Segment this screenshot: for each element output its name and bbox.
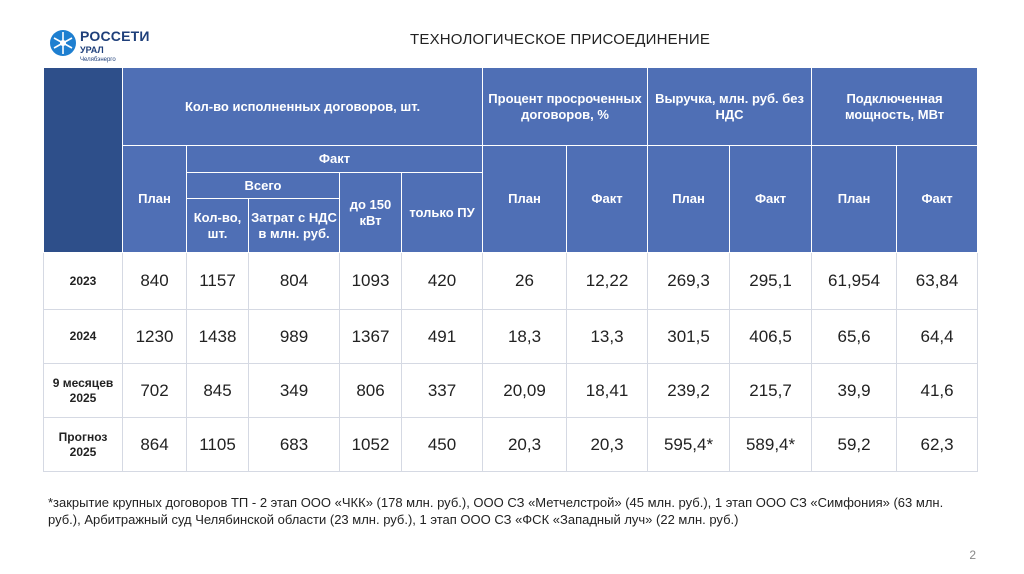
header-power-plan: План xyxy=(812,146,897,253)
table-row xyxy=(44,253,978,310)
table-cell: 450 xyxy=(402,418,483,472)
table-row xyxy=(44,364,978,418)
table-cell: 1230 xyxy=(123,310,187,364)
header-contracts: Кол-во исполненных договоров, шт. xyxy=(123,68,483,146)
header-revenue-plan: План xyxy=(648,146,730,253)
table-cell: 39,9 xyxy=(812,364,897,418)
table-cell: 215,7 xyxy=(730,364,812,418)
table-cell: 18,41 xyxy=(567,364,648,418)
table-cell: 804 xyxy=(249,253,340,310)
table-cell: 491 xyxy=(402,310,483,364)
table-cell: 239,2 xyxy=(648,364,730,418)
header-qty: Кол-во, шт. xyxy=(187,199,249,253)
page-title: ТЕХНОЛОГИЧЕСКОЕ ПРИСОЕДИНЕНИЕ xyxy=(410,31,711,48)
footnote: *закрытие крупных договоров ТП - 2 этап ООО «ЧКК» (178 млн. руб.), ООО СЗ «Метчелстрой» (45 млн. руб.), 1 этап ООО СЗ «Симфония» (63 млн. руб.), Арбитражный суд Челябинской области (23 млн. руб.), 1 этап ООО СЗ «ФСК «Западный луч» (22 млн. руб.) xyxy=(48,495,944,527)
data-table xyxy=(43,67,978,472)
table-cell: 840 xyxy=(123,253,187,310)
table-cell: 1052 xyxy=(340,418,402,472)
table-cell: 61,954 xyxy=(812,253,897,310)
header-upto150: до 150 кВт xyxy=(340,173,402,253)
logo-region: УРАЛ xyxy=(80,45,104,55)
header-power: Подключенная мощность, МВт xyxy=(812,68,978,146)
company-logo xyxy=(48,22,158,70)
row-label: 2023 xyxy=(44,253,123,310)
header-overdue-plan: План xyxy=(483,146,567,253)
table-cell: 295,1 xyxy=(730,253,812,310)
table-cell: 20,3 xyxy=(483,418,567,472)
row-label: 9 месяцев 2025 xyxy=(44,364,123,418)
table-row xyxy=(44,310,978,364)
row-label: 2024 xyxy=(44,310,123,364)
header-overdue-fact: Факт xyxy=(567,146,648,253)
table-cell: 63,84 xyxy=(897,253,978,310)
table-cell: 18,3 xyxy=(483,310,567,364)
table-cell: 845 xyxy=(187,364,249,418)
table-cell: 301,5 xyxy=(648,310,730,364)
table-row xyxy=(44,418,978,472)
table-cell: 806 xyxy=(340,364,402,418)
header-contracts-fact: Факт xyxy=(187,146,483,173)
table-cell: 420 xyxy=(402,253,483,310)
table-cell: 1157 xyxy=(187,253,249,310)
table-cell: 13,3 xyxy=(567,310,648,364)
table-cell: 337 xyxy=(402,364,483,418)
table-cell: 1367 xyxy=(340,310,402,364)
header-only-pu: только ПУ xyxy=(402,173,483,253)
table-cell: 683 xyxy=(249,418,340,472)
table-cell: 26 xyxy=(483,253,567,310)
table-cell: 20,09 xyxy=(483,364,567,418)
table-cell: 595,4* xyxy=(648,418,730,472)
table-cell: 62,3 xyxy=(897,418,978,472)
table-cell: 64,4 xyxy=(897,310,978,364)
header-revenue: Выручка, млн. руб. без НДС xyxy=(648,68,812,146)
row-label: Прогноз 2025 xyxy=(44,418,123,472)
header-costs: Затрат с НДС в млн. руб. xyxy=(249,199,340,253)
table-cell: 989 xyxy=(249,310,340,364)
corner-cell xyxy=(44,68,123,253)
page-number: 2 xyxy=(969,548,976,562)
table-cell: 349 xyxy=(249,364,340,418)
table-cell: 864 xyxy=(123,418,187,472)
table-cell: 65,6 xyxy=(812,310,897,364)
header-contracts-plan: План xyxy=(123,146,187,253)
table-cell: 1438 xyxy=(187,310,249,364)
logo-name: РОССЕТИ xyxy=(80,28,150,44)
table-cell: 269,3 xyxy=(648,253,730,310)
table-cell: 1105 xyxy=(187,418,249,472)
rosseti-logo-icon xyxy=(48,28,78,58)
header-power-fact: Факт xyxy=(897,146,978,253)
header-revenue-fact: Факт xyxy=(730,146,812,253)
table-cell: 702 xyxy=(123,364,187,418)
header-overdue: Процент просроченных договоров, % xyxy=(483,68,648,146)
logo-city: Челябэнерго xyxy=(80,57,116,63)
table-cell: 406,5 xyxy=(730,310,812,364)
table-cell: 589,4* xyxy=(730,418,812,472)
table-cell: 1093 xyxy=(340,253,402,310)
table-cell: 41,6 xyxy=(897,364,978,418)
header-total: Всего xyxy=(187,173,340,199)
table-cell: 12,22 xyxy=(567,253,648,310)
table-cell: 20,3 xyxy=(567,418,648,472)
table-cell: 59,2 xyxy=(812,418,897,472)
